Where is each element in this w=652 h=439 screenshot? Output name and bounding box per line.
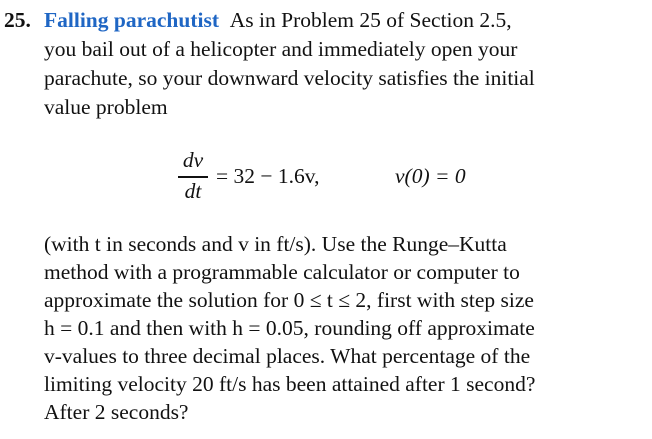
intro-line-1-text: As in Problem 25 of Section 2.5, [229, 8, 512, 32]
initial-condition: v(0) = 0 [395, 164, 466, 188]
initial-value-problem-equation [176, 148, 496, 206]
fraction-denominator: dt [184, 179, 202, 203]
intro-line-4: value problem [44, 95, 168, 119]
body-line-2: method with a programmable calculator or computer to [44, 260, 520, 284]
body-line-6: limiting velocity 20 ft/s has been attained after 1 second? [44, 372, 536, 396]
problem-number: 25. [4, 8, 31, 32]
intro-line-1 [44, 7, 512, 33]
equation-rhs: = 32 − 1.6v, [216, 164, 320, 188]
body-line-4: h = 0.1 and then with h = 0.05, rounding off approximate [44, 316, 535, 340]
body-line-1: (with t in seconds and v in ft/s). Use the Runge–Kutta [44, 232, 507, 256]
body-line-7: After 2 seconds? [44, 400, 189, 424]
body-line-5: v-values to three decimal places. What percentage of the [44, 344, 531, 368]
body-line-3: approximate the solution for 0 ≤ t ≤ 2, first with step size [44, 288, 534, 312]
problem-title: Falling parachutist [44, 8, 220, 32]
fraction-numerator: dv [182, 148, 204, 172]
intro-line-3: parachute, so your downward velocity satisfies the initial [44, 66, 535, 90]
fraction-bar [178, 176, 208, 178]
intro-line-2: you bail out of a helicopter and immediately open your [44, 37, 518, 61]
